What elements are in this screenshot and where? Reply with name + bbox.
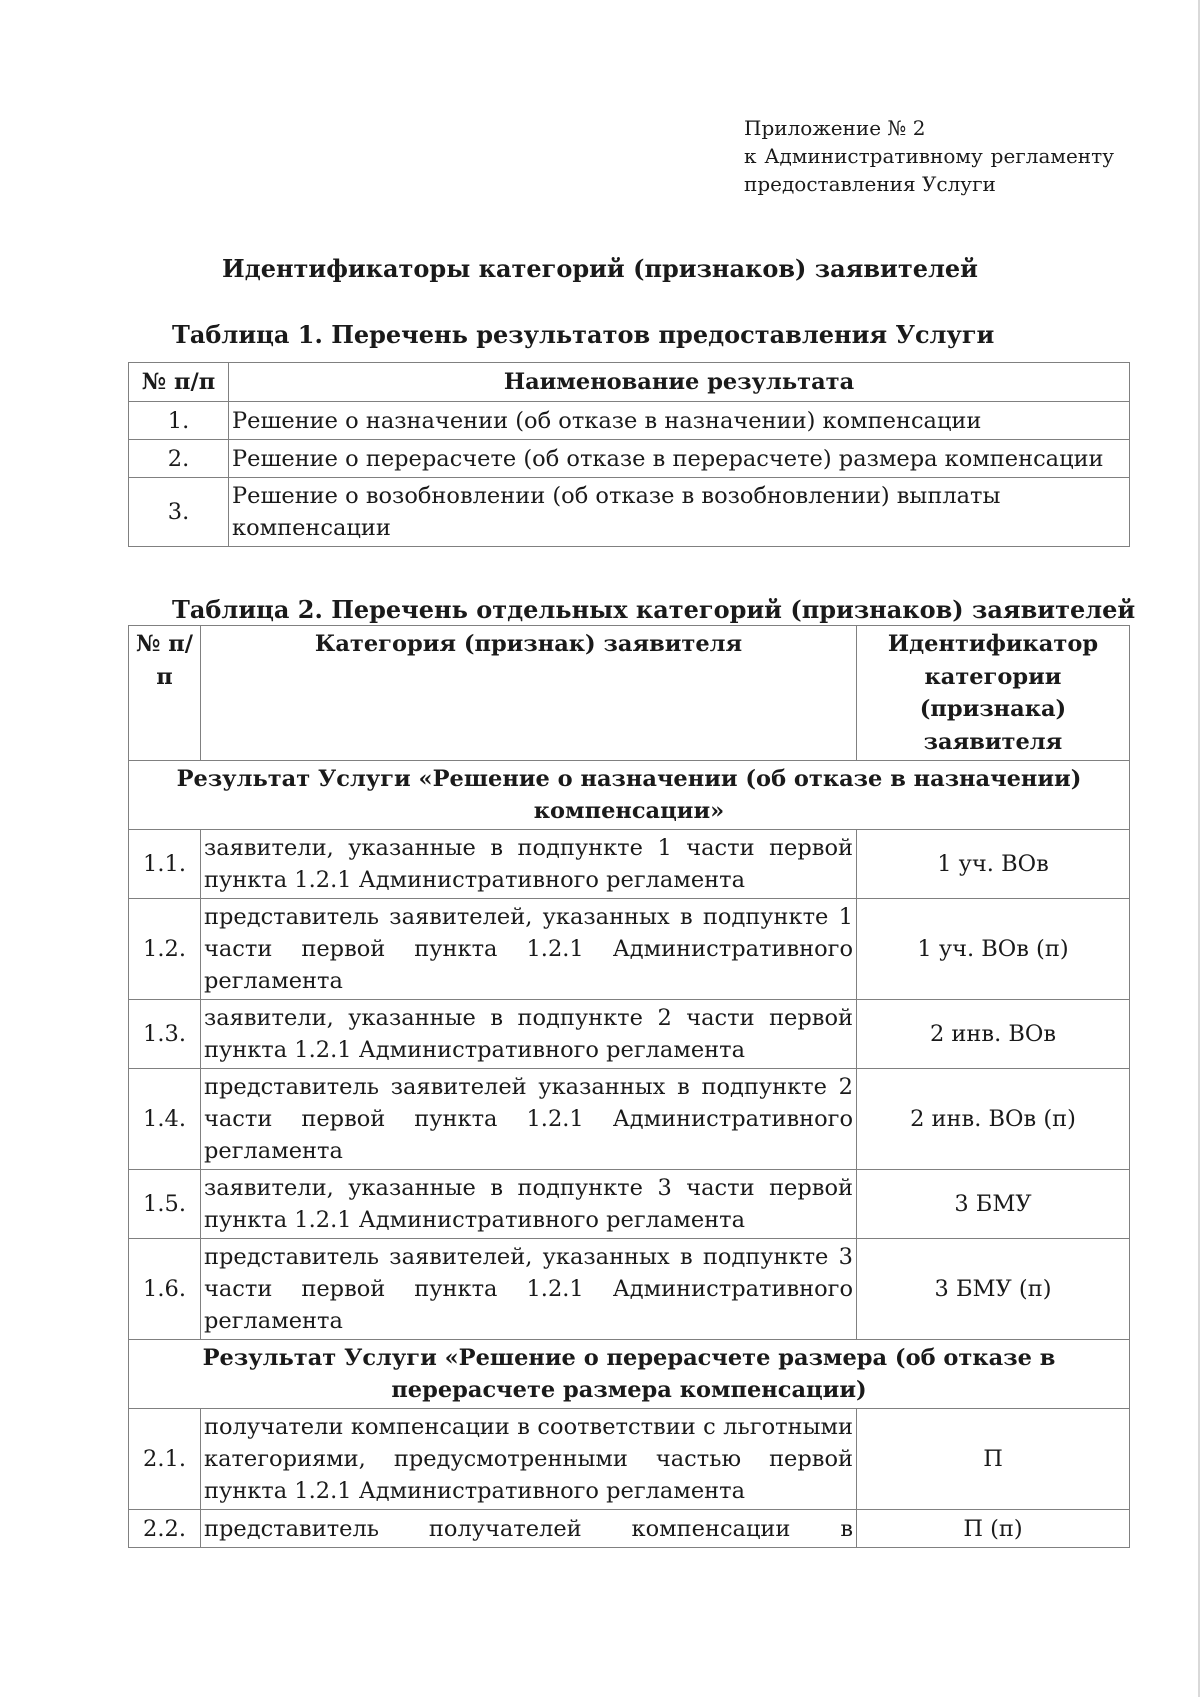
category-text: представитель заявителей указанных в подпункте 2 части первой пункта 1.2.1 Административного регламента	[201, 1069, 857, 1170]
category-identifier: 2 инв. ВОв	[857, 1000, 1130, 1069]
category-text: заявители, указанные в подпункте 1 части первой пункта 1.2.1 Административного регламента	[201, 830, 857, 899]
category-text: заявители, указанные в подпункте 3 части первой пункта 1.2.1 Административного регламента	[201, 1170, 857, 1239]
category-identifier: П	[857, 1409, 1130, 1510]
row-number: 2.1.	[129, 1409, 201, 1510]
table-row	[129, 899, 1130, 1000]
table-row	[129, 830, 1130, 899]
section-heading: Результат Услуги «Решение о перерасчете размера (об отказе в перерасчете размера компенсации)	[129, 1340, 1130, 1409]
row-number: 2.2.	[129, 1510, 201, 1548]
category-identifier: 3 БМУ (п)	[857, 1239, 1130, 1340]
row-number: 1.3.	[129, 1000, 201, 1069]
table-row	[129, 1409, 1130, 1510]
column-header-identifier: Идентификатор категории (признака) заявителя	[857, 626, 1130, 761]
table-row	[129, 1069, 1130, 1170]
category-identifier: 1 уч. ВОв	[857, 830, 1130, 899]
table-row	[129, 440, 1130, 478]
categories-table	[128, 625, 1130, 1548]
table1-caption: Таблица 1. Перечень результатов предоставления Услуги	[172, 320, 995, 349]
section-row	[129, 1340, 1130, 1409]
category-text: получатели компенсации в соответствии с льготными категориями, предусмотренными частью первой пункта 1.2.1 Административного регламента	[201, 1409, 857, 1510]
category-identifier: 3 БМУ	[857, 1170, 1130, 1239]
category-text: представитель заявителей, указанных в подпункте 3 части первой пункта 1.2.1 Административного регламента	[201, 1239, 857, 1340]
row-number: 1.	[129, 402, 229, 440]
table2-caption: Таблица 2. Перечень отдельных категорий (признаков) заявителей	[172, 595, 1136, 624]
table-row	[129, 1239, 1130, 1340]
row-number: 3.	[129, 478, 229, 547]
result-name: Решение о назначении (об отказе в назначении) компенсации	[229, 402, 1130, 440]
appendix-note	[744, 114, 1114, 198]
row-number: 1.4.	[129, 1069, 201, 1170]
column-header-number: № п/п	[129, 363, 229, 402]
category-identifier: 1 уч. ВОв (п)	[857, 899, 1130, 1000]
category-text: представитель получателей компенсации в	[201, 1510, 857, 1548]
row-number: 1.2.	[129, 899, 201, 1000]
category-text: заявители, указанные в подпункте 2 части первой пункта 1.2.1 Административного регламента	[201, 1000, 857, 1069]
row-number: 2.	[129, 440, 229, 478]
table-header-row	[129, 363, 1130, 402]
category-identifier: П (п)	[857, 1510, 1130, 1548]
section-row	[129, 761, 1130, 830]
table-row	[129, 1510, 1130, 1548]
column-header-category: Категория (признак) заявителя	[201, 626, 857, 761]
appendix-line-2: к Административному регламенту	[744, 144, 1114, 168]
row-number: 1.6.	[129, 1239, 201, 1340]
table-row	[129, 478, 1130, 547]
result-name: Решение о возобновлении (об отказе в возобновлении) выплаты компенсации	[229, 478, 1130, 547]
table-header-row	[129, 626, 1130, 761]
row-number: 1.1.	[129, 830, 201, 899]
document-title: Идентификаторы категорий (признаков) заявителей	[222, 254, 978, 283]
appendix-line-1: Приложение № 2	[744, 116, 926, 140]
category-identifier: 2 инв. ВОв (п)	[857, 1069, 1130, 1170]
row-number: 1.5.	[129, 1170, 201, 1239]
appendix-line-3: предоставления Услуги	[744, 172, 996, 196]
results-table	[128, 362, 1130, 547]
table-row	[129, 402, 1130, 440]
result-name: Решение о перерасчете (об отказе в перерасчете) размера компенсации	[229, 440, 1130, 478]
column-header-result-name: Наименование результата	[229, 363, 1130, 402]
table-row	[129, 1170, 1130, 1239]
category-text: представитель заявителей, указанных в подпункте 1 части первой пункта 1.2.1 Административного регламента	[201, 899, 857, 1000]
column-header-number: № п/п	[129, 626, 201, 761]
table-row	[129, 1000, 1130, 1069]
section-heading: Результат Услуги «Решение о назначении (об отказе в назначении) компенсации»	[129, 761, 1130, 830]
